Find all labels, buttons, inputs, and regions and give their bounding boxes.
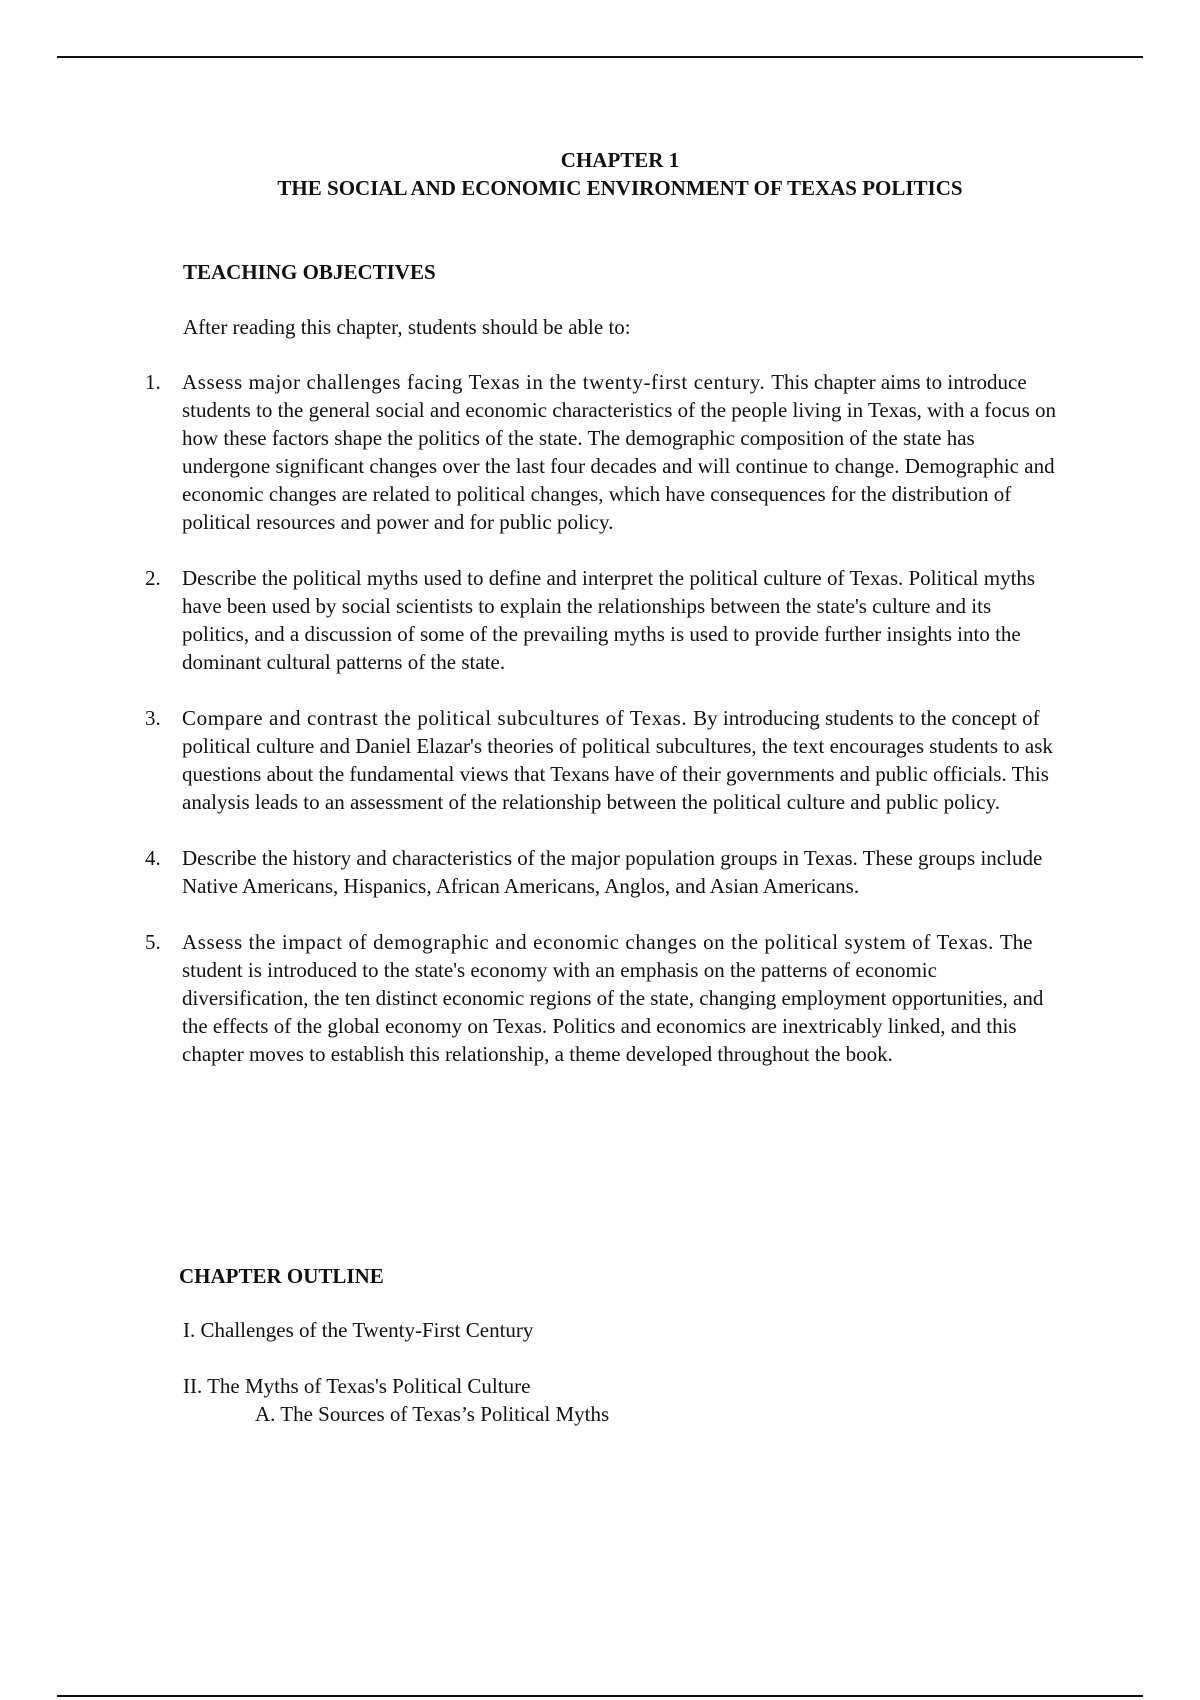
objective-item-3 (145, 704, 1060, 816)
objectives-list (145, 368, 1060, 1096)
chapter-outline (183, 1316, 609, 1456)
chapter-number: CHAPTER 1 (560, 148, 680, 172)
objective-number: 3. (145, 706, 161, 730)
bottom-rule (57, 1695, 1143, 1697)
chapter-heading (0, 146, 1200, 202)
objective-lead: Assess major challenges facing Texas in the twenty-first century. (182, 370, 772, 394)
objective-body: These groups include Native Americans, Hispanics, African Americans, Anglos, and Asian Americans. (182, 846, 1043, 898)
outline-item-label: II. The Myths of Texas's Political Culture (183, 1374, 531, 1398)
objective-lead: Compare and contrast the political subcultures of Texas. (182, 706, 694, 730)
outline-item-2 (183, 1372, 609, 1428)
objective-item-5 (145, 928, 1060, 1068)
top-rule (57, 56, 1143, 58)
objective-body: By introducing students to the concept of political culture and Daniel Elazar's theories of political subcultures, the text encourages students to ask questions about the fundamental views that Texans have of their governments and public officials. This analysis leads to an assessment of the relationship between the political culture and public policy. (182, 706, 1053, 814)
objective-body: The student is introduced to the state's economy with an emphasis on the patterns of economic diversification, the ten distinct economic regions of the state, changing employment opportunities, and the effects of the global economy on Texas. Politics and economics are inextricably linked, and this chapter moves to establish this relationship, a theme developed throughout the book. (182, 930, 1044, 1066)
chapter-title: THE SOCIAL AND ECONOMIC ENVIRONMENT OF TEXAS POLITICS (277, 176, 963, 200)
objective-body: Political myths have been used by social scientists to explain the relationships between the state's culture and its politics, and a discussion of some of the prevailing myths is used to provide further insights into the dominant cultural patterns of the state. (182, 566, 1036, 674)
objective-item-2 (145, 564, 1060, 676)
objective-lead: Describe the history and characteristics of the major population groups in Texas. (182, 846, 863, 870)
outline-item-1 (183, 1316, 609, 1344)
teaching-objectives-heading: TEACHING OBJECTIVES (183, 260, 436, 284)
objective-lead: Assess the impact of demographic and economic changes on the political system of Texas. (182, 930, 1000, 954)
chapter-outline-heading: CHAPTER OUTLINE (179, 1264, 384, 1288)
objective-lead: Describe the political myths used to define and interpret the political culture of Texas. (182, 566, 909, 590)
objective-number: 4. (145, 846, 161, 870)
objective-number: 2. (145, 566, 161, 590)
objective-item-4 (145, 844, 1060, 900)
objective-body: This chapter aims to introduce students to the general social and economic characteristics of the people living in Texas, with a focus on how these factors shape the politics of the state. The demographic composition of the state has undergone significant changes over the last four decades and will continue to change. Demographic and economic changes are related to political changes, which have consequences for the distribution of political resources and power and for public policy. (182, 370, 1057, 534)
objectives-intro: After reading this chapter, students should be able to: (183, 315, 631, 339)
outline-item-label: I. Challenges of the Twenty-First Century (183, 1318, 534, 1342)
objective-number: 1. (145, 370, 161, 394)
outline-subitem: A. The Sources of Texas’s Political Myths (255, 1402, 610, 1426)
objective-number: 5. (145, 930, 161, 954)
objective-item-1 (145, 368, 1060, 536)
